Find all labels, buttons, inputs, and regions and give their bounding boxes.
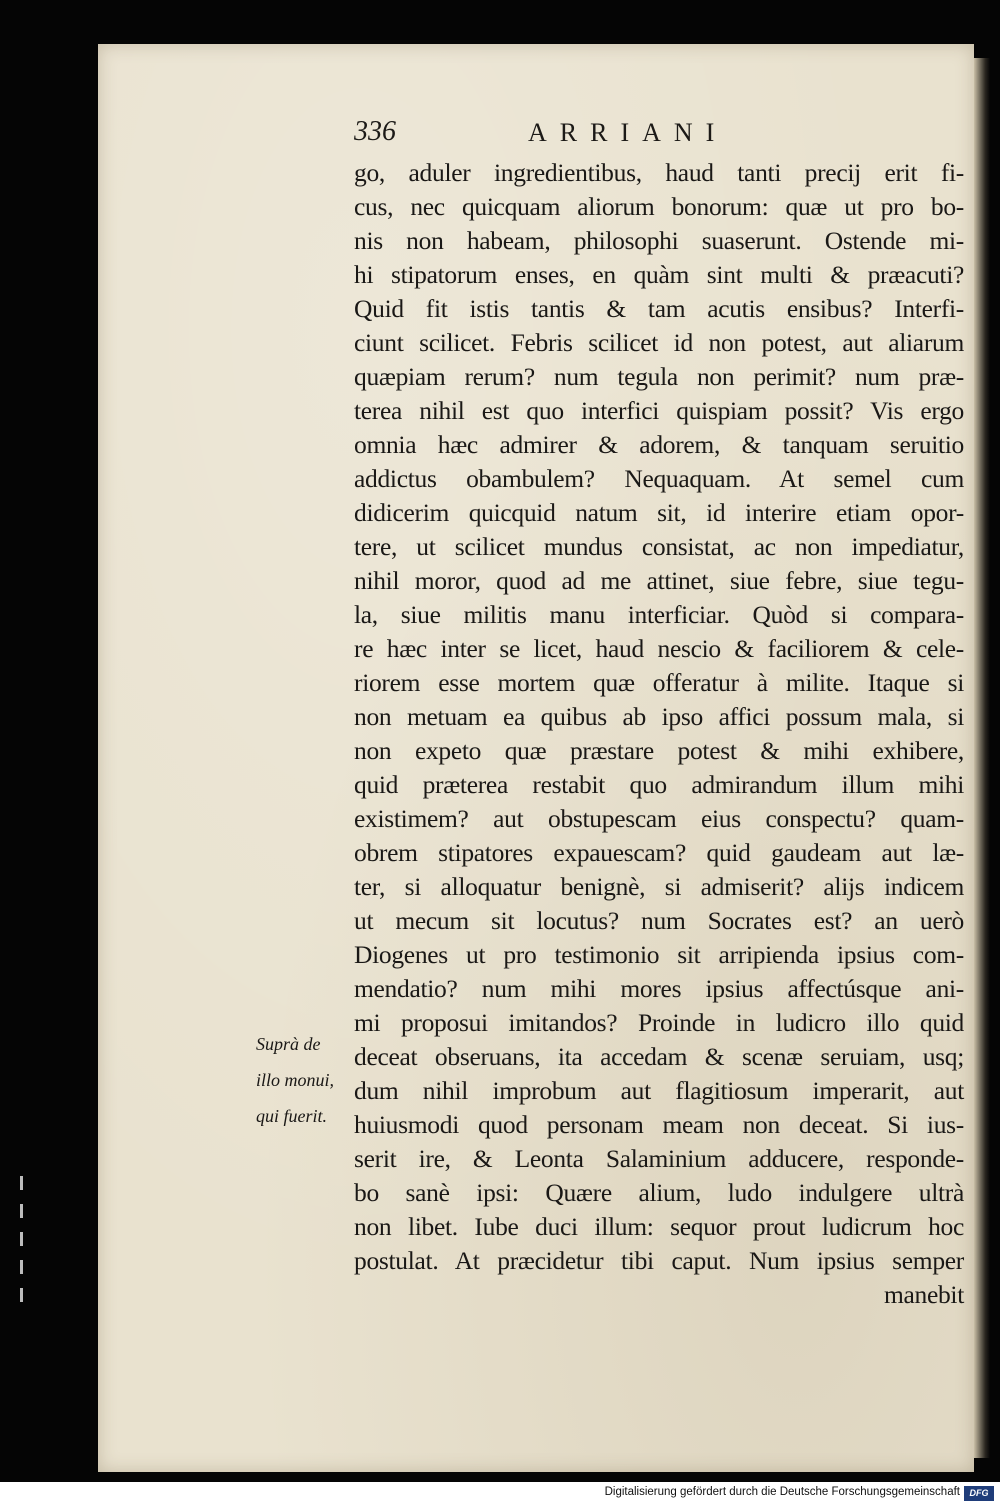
margin-note-line: Suprà de (256, 1034, 321, 1054)
text-line: manebit (883, 1280, 964, 1309)
text-line: cus, nec quicquam aliorum bonorum: quæ ut pro bo- (354, 192, 964, 221)
text-line: ut mecum sit locutus? num Socrates est? an uerò (354, 906, 964, 935)
text-line: non expeto quæ præstare potest & mihi exhibere, (354, 736, 964, 765)
text-line: bo sanè ipsi: Quære alium, ludo indulgere ultrà (354, 1178, 964, 1207)
margin-note-line: qui fuerit. (256, 1106, 327, 1126)
text-line: addictus obambulem? Nequaquam. At semel cum (354, 464, 964, 493)
text-line: go, aduler ingredientibus, haud tanti precij erit fi- (354, 158, 964, 187)
text-line: dum nihil improbum aut flagitiosum imperarit, aut (354, 1076, 964, 1105)
body-text (354, 156, 964, 1312)
text-line: hi stipatorum enses, en quàm sint multi & præacuti? (354, 260, 964, 289)
text-line: terea nihil est quo interfici quispiam possit? Vis ergo (354, 396, 964, 425)
dfg-logo: DFG (964, 1486, 994, 1501)
text-line: deceat obseruans, ita accedam & scenæ seruiam, usq; (354, 1042, 964, 1071)
text-line: quæpiam rerum? num tegula non perimit? num præ- (354, 362, 964, 391)
page-number: 336 (354, 116, 396, 147)
text-line: ter, si alloquatur benignè, si admiserit? alijs indicem (354, 872, 964, 901)
footer-bar (0, 1482, 1000, 1506)
text-line: Quid fit istis tantis & tam acutis ensibus? Interfi- (354, 294, 964, 323)
text-line: obrem stipatores expauescam? quid gaudeam aut læ- (354, 838, 964, 867)
text-line: huiusmodi quod personam meam non deceat. Si ius- (354, 1110, 964, 1139)
text-line: omnia hæc admirer & adorem, & tanquam seruitio (354, 430, 964, 459)
text-line: non libet. Iube duci illum: sequor prout ludicrum hoc (354, 1212, 964, 1241)
text-line: postulat. At præcidetur tibi caput. Num ipsius semper (354, 1246, 964, 1275)
margin-note (256, 1026, 356, 1134)
text-line: ciunt scilicet. Febris scilicet id non potest, aut aliarum (354, 328, 964, 357)
text-line: la, siue militis manu interficiar. Quòd si compara- (354, 600, 964, 629)
text-line: mi proposui imitandos? Proinde in ludicro illo quid (354, 1008, 964, 1037)
page-header (354, 116, 814, 152)
running-head: ARRIANI (528, 118, 728, 147)
text-line: Diogenes ut pro testimonio sit arripienda ipsius com- (354, 940, 964, 969)
text-line: quid præterea restabit quo admirandum illum mihi (354, 770, 964, 799)
margin-note-line: illo monui, (256, 1070, 335, 1090)
text-line: didicerim quicquid natum sit, id interire etiam opor- (354, 498, 964, 527)
scan-edge-marks (20, 1176, 26, 1316)
text-line: non metuam ea quibus ab ipso affici possum mala, si (354, 702, 964, 731)
page-edge-shadow (974, 58, 990, 1458)
text-line: existimem? aut obstupescam eius conspectu? quam- (354, 804, 964, 833)
text-line: riorem esse mortem quæ offeratur à milite. Itaque si (354, 668, 964, 697)
text-line: tere, ut scilicet mundus consistat, ac non impediatur, (354, 532, 964, 561)
text-line: nihil moror, quod ad me attinet, siue febre, siue tegu- (354, 566, 964, 595)
footer-credit: Digitalisierung gefördert durch die Deutsche Forschungsgemeinschaft (604, 1486, 960, 1498)
text-line: serit ire, & Leonta Salaminium adducere, responde- (354, 1144, 964, 1173)
text-line: re hæc inter se licet, haud nescio & faciliorem & cele- (354, 634, 964, 663)
text-line: mendatio? num mihi mores ipsius affectúsque ani- (354, 974, 964, 1003)
text-line: nis non habeam, philosophi suaserunt. Ostende mi- (354, 226, 964, 255)
